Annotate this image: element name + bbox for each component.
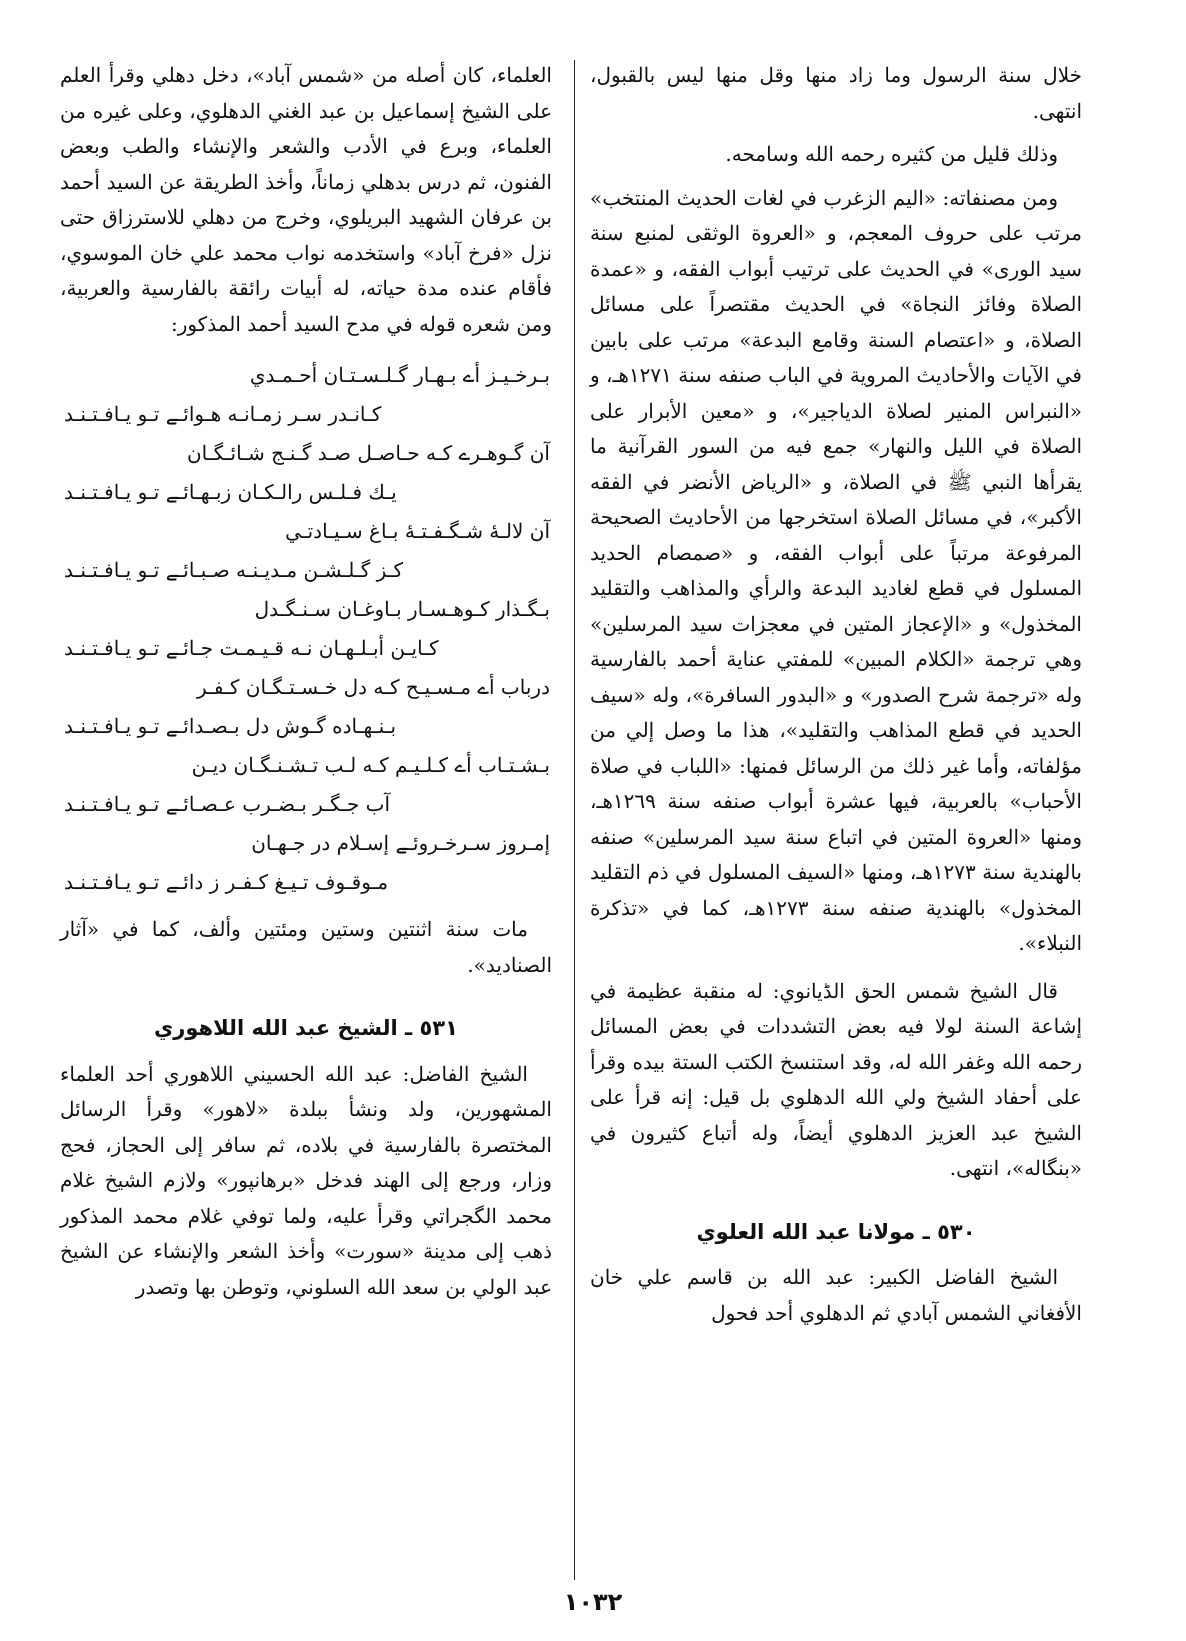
poem-verse: كـايـن أبـلـهـان نـه قـيـمـت جـائـے تـو يـافـتـنـد	[64, 636, 439, 660]
column-divider	[574, 60, 575, 1580]
poem	[60, 356, 552, 902]
page-number: ١٠٣٢	[563, 1588, 623, 1616]
poem-verse: درباب أے مـسـيـح كـه دل خـسـتـگـان كـفـر	[197, 675, 550, 699]
poem-verse: بـرخـيـز أے بـهـار گـلـسـتـان أحـمـدي	[249, 363, 550, 387]
poem-verse: آن لالـهٔ شـگـفـتـهٔ بـاغ سـيـادتـي	[285, 519, 550, 543]
paragraph: وذلك قليل من كثيره رحمه الله وسامحه.	[725, 142, 1058, 166]
poem-verse: آب جـگـر بـضـرب عـصـائـے تـو يـافـتـنـد	[64, 792, 391, 816]
poem-verse: يـك فـلـس رالـكـان زبـهـائـے تـو يـافـتـنـد	[64, 480, 397, 504]
left-column	[60, 58, 552, 1305]
paragraph: العلماء، كان أصله من «شمس آباد»، دخل دهلي وقرأ العلم على الشيخ إسماعيل بن عبد الغني الدهلوي، وعلى غيره من العلماء، وبرع في الأدب والشعر والإنشاء والطب وبعض الفنون، ثم درس بدهلي زماناً، وأخذ الطريقة عن السيد أحمد بن عرفان الشهيد البريلوي، وخرج من دهلي للاسترزاق حتى نزل «فرخ آباد» واستخدمه نواب محمد علي خان الموسوي، فأقام عنده مدة حياته، له أبيات رائقة بالفارسية والعربية، ومن شعره قوله في مدح السيد أحمد المذكور:	[60, 63, 552, 336]
poem-verse: كـز گـلـشـن مـديـنـه صـبـائـے تـو يـافـتـنـد	[64, 558, 404, 582]
paragraph: الشيخ الفاضل الكبير: عبد الله بن قاسم علي خان الأفغاني الشمس آبادي ثم الدهلوي أحد فحول	[590, 1265, 1082, 1325]
poem-verse: بـگـذار كـوهـسـار بـاوغـان سـنـگـدل	[254, 597, 550, 621]
poem-verse: إمـروز سـرخـروئـے إسـلام در جـهـان	[251, 831, 550, 855]
paragraph: ومن مصنفاته: «اليم الزغرب في لغات الحديث المنتخب» مرتب على حروف المعجم، و «العروة الوثقى لمنبع سنة سيد الورى» في الحديث على ترتيب أبواب الفقه، و «عمدة الصلاة وفائز النجاة» في الحديث مقتصراً على مسائل الصلاة، و «اعتصام السنة وقامع البدعة» مرتب على بابين في الآيات والأحاديث المروية في الباب صنفه سنة ١٢٧١هـ، و «النبراس المنير لصلاة الدياجير»، و «معين الأبرار على الصلاة في الليل والنهار» جمع فيه من السور القرآنية ما يقرأها النبي ﷺ في الصلاة، و «الرياض الأنضر في الفقه الأكبر»، في مسائل الصلاة استخرجها من الأحاديث الصحيحة المرفوعة مرتباً على أبواب الفقه، و «صمصام الحديد المسلول في قطع لغاديد البدعة والرأي والمذاهب والتقليد المخذول» و «الإعجاز المتين في معجزات سيد المرسلين» وهي ترجمة «الكلام المبين» للمفتي عناية أحمد بالفارسية وله «ترجمة شرح الصدور» و «البدور السافرة»، وله «سيف الحديد في قطع المذاهب والتقليد»، هذا ما وصل إلي من مؤلفاته، وأما غير ذلك من الرسائل فمنها: «اللباب في صلاة الأحباب» بالعربية، فيها عشرة أبواب صنفه سنة ١٢٦٩هـ، ومنها «العروة المتين في اتباع سنة سيد المرسلين» صنفه بالهندية سنة ١٢٧٣هـ، ومنها «السيف المسلول في ذم التقليد المخذول» بالهندية صنفه سنة ١٢٧٣هـ، كما في «تذكرة النبلاء».	[590, 185, 1082, 955]
section-heading: ٥٣١ ـ الشيخ عبد الله اللاهوري	[154, 1016, 458, 1040]
poem-verse: بـشـتـاب أے كـلـيـم كـه لـب تـشـنـگـان ديـن	[191, 753, 550, 777]
paragraph: خلال سنة الرسول وما زاد منها وقل منها ليس بالقبول، انتهى.	[590, 63, 1082, 123]
poem-verse: كـانـدر سـر زمـانـه هـوائـے تـو يـافـتـنـد	[64, 402, 382, 426]
right-column	[590, 58, 1082, 1331]
poem-verse: آن گـوهـرے كـه حـاصـل صـد گـنـج شـائـگـان	[186, 441, 550, 465]
paragraph: الشيخ الفاضل: عبد الله الحسيني اللاهوري أحد العلماء المشهورين، ولد ونشأ ببلدة «لاهور» وقرأ الرسائل المختصرة بالفارسية في بلاده، ثم سافر إلى الحجاز، فحج وزار، ورجع إلى الهند فدخل «برهانپور» ولازم الشيخ غلام محمد الگجراتي وقرأ عليه، ولما توفي غلام محمد المذكور ذهب إلى مدينة «سورت» وأخذ الشعر والإنشاء عن الشيخ عبد الولي بن سعد الله السلوني، وتوطن بها وتصدر	[60, 1061, 552, 1299]
poem-verse: مـوقـوف تـيـغ كـفـر ز دائـے تـو يـافـتـنـد	[64, 870, 389, 894]
section-heading: ٥٣٠ ـ مولانا عبد الله العلوي	[696, 1219, 976, 1244]
paragraph: قال الشيخ شمس الحق الڈيانوي: له منقبة عظيمة في إشاعة السنة لولا فيه بعض التشددات في بعض المسائل رحمه الله وغفر الله له، وقد استنسخ الكتب الستة بيده وقرأ على أحفاد الشيخ ولي الله الدهلوي بل قيل: إنه قرأ على الشيخ عبد العزيز الدهلوي أيضاً، وله أتباع كثيرون في «بنگاله»، انتهى.	[590, 978, 1082, 1180]
paragraph: مات سنة اثنتين وستين ومئتين وألف، كما في «آثار الصناديد».	[60, 917, 552, 977]
poem-verse: بـنـهـاده گـوش دل بـصـدائـے تـو يـافـتـنـد	[64, 714, 397, 738]
